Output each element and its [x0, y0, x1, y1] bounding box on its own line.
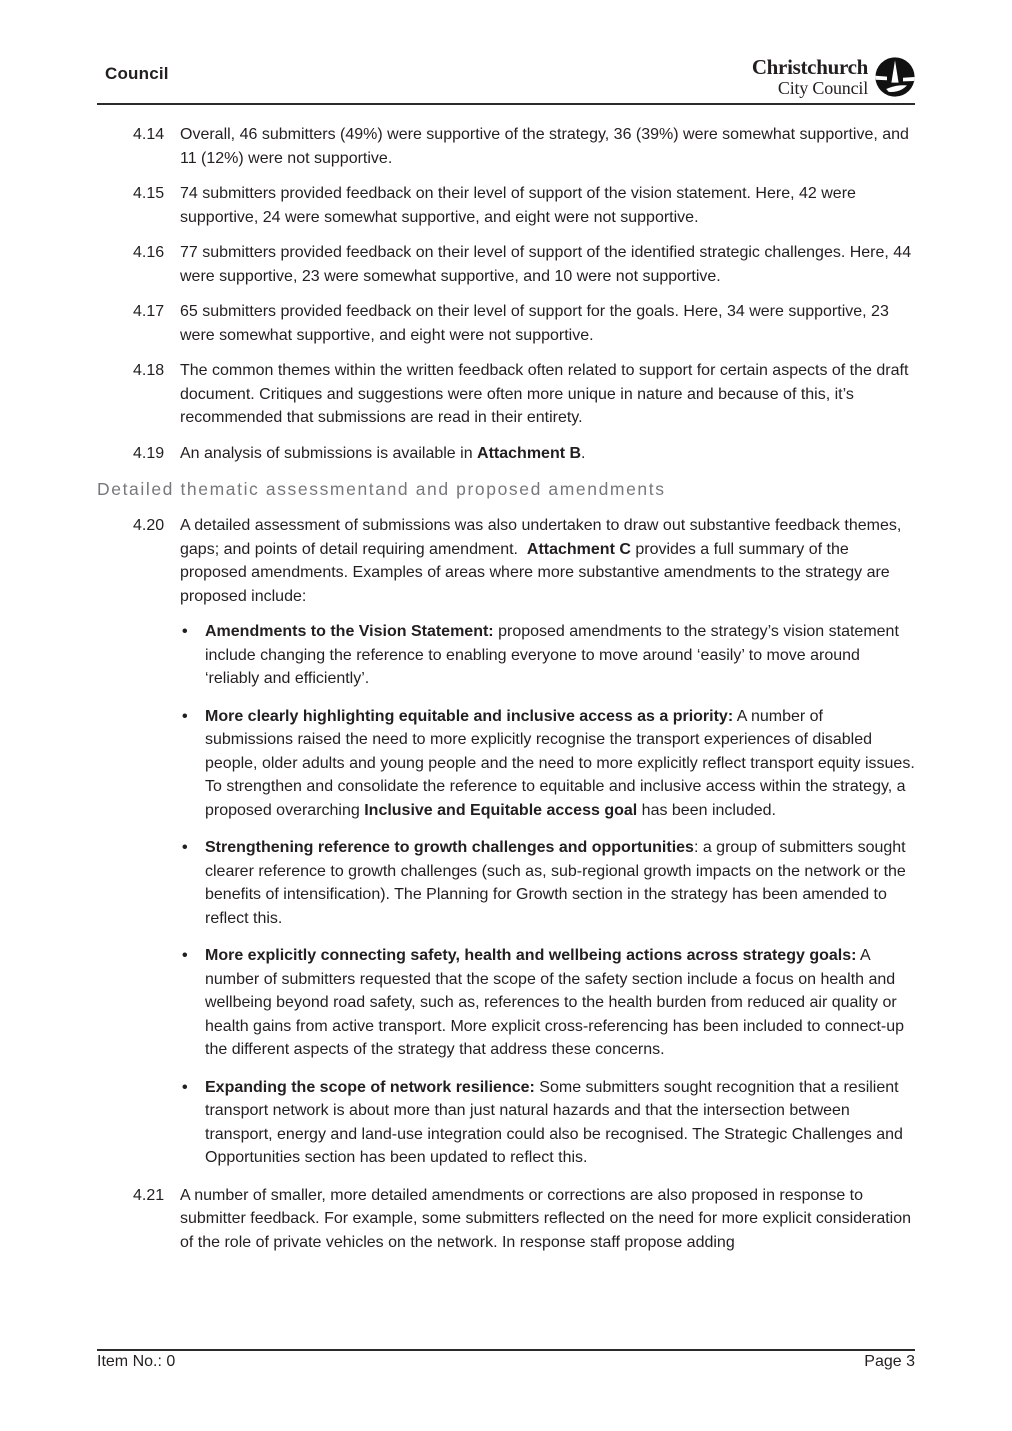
paragraph-number: 4.14 [133, 126, 165, 143]
paragraph-text [180, 300, 915, 347]
numbered-paragraph [97, 359, 915, 430]
bullet-item [182, 836, 915, 930]
document-body [97, 123, 915, 1266]
council-logo-text [752, 57, 868, 97]
text-segment: Overall, 46 submitters (49%) were supportive of the strategy, 36 (39%) were somewhat supportive, and 11 (12%) were not supportive. [180, 126, 909, 167]
numbered-paragraph [97, 123, 915, 170]
text-segment: has been included. [637, 801, 776, 819]
paragraph-number: 4.15 [133, 185, 165, 202]
paragraph-text [205, 705, 915, 823]
paragraph-text [180, 241, 915, 288]
text-segment: An analysis of submissions is available in [180, 444, 478, 462]
logo-name-line1: Christchurch [751, 55, 868, 80]
text-segment: A detailed assessment of submissions was also undertaken to draw out substantive feedback themes, gaps; and points of detail requiring amendment. [180, 517, 902, 558]
numbered-paragraph [97, 241, 915, 288]
paragraph-text [180, 442, 915, 466]
bullet-item [182, 944, 915, 1062]
numbered-paragraph [97, 300, 915, 347]
paragraph-text [205, 620, 915, 691]
text-segment: A number of submitters requested that the scope of the safety section include a focus on health and wellbeing beyond road safety, such as, references to the health burden from reduced air quality or health gains from active transport. More explicit cross-referencing has been included to connect-up the different aspects of the strategy that address these concerns. [205, 947, 905, 1058]
logo-name-line2: City Council [777, 77, 868, 98]
paragraph-text [180, 1184, 915, 1255]
council-cathedral-icon [875, 57, 915, 97]
bold-text-segment: Attachment B [477, 444, 582, 462]
paragraph-number: 4.16 [133, 244, 165, 261]
page-footer [97, 1349, 915, 1371]
bold-text-segment: Strengthening reference to growth challenges and opportunities [205, 839, 694, 856]
numbered-paragraph [97, 514, 915, 608]
text-segment: 65 submitters provided feedback on their level of support for the goals. Here, 34 were supportive, 23 were somewhat supportive, and eight were not supportive. [180, 303, 889, 344]
paragraph-text [205, 944, 915, 1062]
bold-text-segment: More clearly highlighting equitable and inclusive access as a priority: [205, 707, 734, 725]
text-segment: proposed amendments to the strategy’s vision statement include changing the reference to enabling everyone to move around ‘easily’ to move around ‘reliably and efficiently’. [205, 623, 899, 687]
paragraph-text [205, 1076, 915, 1170]
footer-item-number: Item No.: 0 [97, 1353, 176, 1370]
paragraph-number: 4.18 [133, 362, 165, 379]
numbered-paragraph [97, 1184, 915, 1255]
text-segment: Some submitters sought recognition that a resilient transport network is about more than just natural hazards and that the intersection between transport, energy and land-use integration could also be recognised. The Strategic Challenges and Opportunities section has been updated to reflect this. [205, 1078, 903, 1166]
paragraph-text [180, 514, 915, 608]
bullet-icon: • [182, 1078, 188, 1096]
bullet-item [182, 705, 915, 823]
bullet-item [182, 620, 915, 691]
bold-text-segment: Attachment C [526, 540, 631, 558]
paragraph-text [180, 182, 915, 229]
paragraph-text [180, 359, 915, 430]
paragraph-number: 4.19 [133, 444, 165, 462]
text-segment: A number of smaller, more detailed amendments or corrections are also proposed in response to submitter feedback. For example, some submitters reflected on the need for more explicit consideration of the role of private vehicles on the network. In response staff propose adding [180, 1186, 912, 1251]
paragraph-number: 4.20 [133, 517, 165, 534]
paragraph-number: 4.17 [133, 303, 165, 320]
bullet-icon: • [182, 623, 188, 640]
paragraph-text [205, 836, 915, 930]
bullet-icon: • [182, 839, 188, 856]
text-segment: provides a full summary of the proposed amendments. Examples of areas where more substantive amendments to the strategy are proposed include: [180, 540, 890, 605]
bullet-icon: • [182, 707, 188, 725]
text-segment: : a group of submitters sought clearer reference to growth challenges (such as, sub-regional growth impacts on the network or the benefits of intensification). The Planning for Growth section in the strategy has been amended to reflect this. [205, 839, 906, 927]
bold-text-segment: Expanding the scope of network resilience: [205, 1078, 535, 1096]
bullet-item [182, 1076, 915, 1170]
bold-text-segment: More explicitly connecting safety, health and wellbeing actions across strategy goals: [205, 947, 857, 964]
text-segment: A number of submissions raised the need to more explicitly recognise the transport experiences of disabled people, older adults and young people and the need to more explicitly reflect transport equity issues. To strengthen and consolidate the reference to equitable and inclusive access within the strategy, a proposed overarching [205, 707, 915, 819]
bold-text-segment: Amendments to the Vision Statement: [205, 623, 494, 640]
council-logo [752, 57, 915, 97]
footer-page-number: Page 3 [864, 1353, 915, 1370]
page-header [97, 0, 915, 105]
bullet-icon: • [182, 947, 188, 964]
section-heading: Detailed thematic assessmentand and proposed amendments [97, 479, 666, 499]
text-segment: 77 submitters provided feedback on their level of support of the identified strategic challenges. Here, 44 were supportive, 23 were somewhat supportive, and 10 were not supportive. [180, 244, 912, 285]
paragraph-text [180, 123, 915, 170]
numbered-paragraph [97, 182, 915, 229]
document-title: Council [105, 64, 169, 83]
bold-text-segment: Inclusive and Equitable access goal [364, 801, 638, 819]
text-segment: The common themes within the written feedback often related to support for certain aspects of the draft document. Critiques and suggestions were often more unique in nature and because of this, it’s recommended that submissions are read in their entirety. [180, 362, 909, 426]
numbered-paragraph [97, 442, 915, 466]
paragraph-number: 4.21 [133, 1186, 165, 1204]
text-segment: . [581, 444, 586, 462]
text-segment: 74 submitters provided feedback on their level of support of the vision statement. Here, 42 were supportive, 24 were somewhat supportive, and eight were not supportive. [180, 185, 856, 226]
